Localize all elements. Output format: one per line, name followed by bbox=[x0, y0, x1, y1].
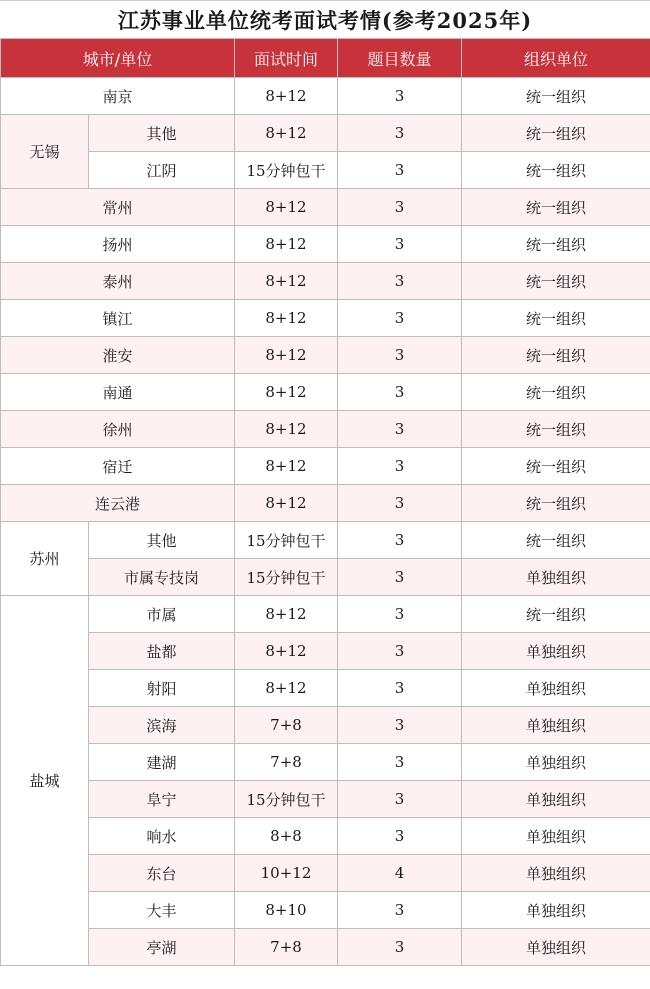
count-cell: 3 bbox=[338, 633, 462, 670]
city-cell: 常州 bbox=[1, 189, 235, 226]
exam-table bbox=[0, 38, 650, 966]
time-cell: 15分钟包干 bbox=[235, 781, 338, 818]
org-cell: 单独组织 bbox=[462, 707, 650, 744]
count-cell: 3 bbox=[338, 707, 462, 744]
time-cell: 8+12 bbox=[235, 189, 338, 226]
count-cell: 3 bbox=[338, 744, 462, 781]
time-cell: 8+12 bbox=[235, 633, 338, 670]
time-cell: 15分钟包干 bbox=[235, 522, 338, 559]
time-cell: 8+12 bbox=[235, 411, 338, 448]
org-cell: 单独组织 bbox=[462, 781, 650, 818]
count-cell: 3 bbox=[338, 522, 462, 559]
count-cell: 3 bbox=[338, 892, 462, 929]
table-row bbox=[1, 781, 650, 818]
unit-cell: 东台 bbox=[89, 855, 235, 892]
org-cell: 单独组织 bbox=[462, 929, 650, 966]
count-cell: 3 bbox=[338, 559, 462, 596]
city-cell: 镇江 bbox=[1, 300, 235, 337]
time-cell: 8+12 bbox=[235, 78, 338, 115]
city-cell: 泰州 bbox=[1, 263, 235, 300]
org-cell: 统一组织 bbox=[462, 522, 650, 559]
count-cell: 3 bbox=[338, 448, 462, 485]
time-cell: 8+12 bbox=[235, 300, 338, 337]
table-row bbox=[1, 337, 650, 374]
org-cell: 统一组织 bbox=[462, 411, 650, 448]
unit-cell: 射阳 bbox=[89, 670, 235, 707]
time-cell: 8+12 bbox=[235, 226, 338, 263]
count-cell: 3 bbox=[338, 411, 462, 448]
count-cell: 3 bbox=[338, 596, 462, 633]
city-cell: 宿迁 bbox=[1, 448, 235, 485]
count-cell: 3 bbox=[338, 337, 462, 374]
unit-cell: 响水 bbox=[89, 818, 235, 855]
count-cell: 3 bbox=[338, 818, 462, 855]
unit-cell: 盐都 bbox=[89, 633, 235, 670]
org-cell: 统一组织 bbox=[462, 448, 650, 485]
count-cell: 3 bbox=[338, 485, 462, 522]
org-cell: 单独组织 bbox=[462, 559, 650, 596]
time-cell: 8+12 bbox=[235, 596, 338, 633]
table-row bbox=[1, 263, 650, 300]
count-cell: 3 bbox=[338, 152, 462, 189]
table-row bbox=[1, 411, 650, 448]
table-row bbox=[1, 892, 650, 929]
count-cell: 3 bbox=[338, 929, 462, 966]
group-cell-wuxi: 无锡 bbox=[1, 115, 89, 189]
time-cell: 8+12 bbox=[235, 485, 338, 522]
time-cell: 8+12 bbox=[235, 263, 338, 300]
time-cell: 15分钟包干 bbox=[235, 152, 338, 189]
org-cell: 单独组织 bbox=[462, 633, 650, 670]
header-city: 城市/单位 bbox=[1, 39, 235, 78]
city-cell: 连云港 bbox=[1, 485, 235, 522]
count-cell: 3 bbox=[338, 374, 462, 411]
org-cell: 统一组织 bbox=[462, 300, 650, 337]
table-row bbox=[1, 633, 650, 670]
table-row bbox=[1, 929, 650, 966]
time-cell: 7+8 bbox=[235, 929, 338, 966]
time-cell: 8+12 bbox=[235, 337, 338, 374]
unit-cell: 江阴 bbox=[89, 152, 235, 189]
unit-cell: 阜宁 bbox=[89, 781, 235, 818]
org-cell: 单独组织 bbox=[462, 744, 650, 781]
count-cell: 3 bbox=[338, 263, 462, 300]
time-cell: 7+8 bbox=[235, 744, 338, 781]
unit-cell: 亭湖 bbox=[89, 929, 235, 966]
org-cell: 统一组织 bbox=[462, 374, 650, 411]
group-cell-suzhou: 苏州 bbox=[1, 522, 89, 596]
org-cell: 统一组织 bbox=[462, 337, 650, 374]
table-row bbox=[1, 670, 650, 707]
time-cell: 15分钟包干 bbox=[235, 559, 338, 596]
time-cell: 8+12 bbox=[235, 374, 338, 411]
count-cell: 3 bbox=[338, 781, 462, 818]
count-cell: 3 bbox=[338, 115, 462, 152]
org-cell: 统一组织 bbox=[462, 115, 650, 152]
table-row bbox=[1, 189, 650, 226]
table-row bbox=[1, 226, 650, 263]
count-cell: 4 bbox=[338, 855, 462, 892]
org-cell: 统一组织 bbox=[462, 78, 650, 115]
table-row bbox=[1, 596, 650, 633]
city-cell: 南京 bbox=[1, 78, 235, 115]
org-cell: 统一组织 bbox=[462, 226, 650, 263]
header-count: 题目数量 bbox=[338, 39, 462, 78]
time-cell: 7+8 bbox=[235, 707, 338, 744]
org-cell: 统一组织 bbox=[462, 485, 650, 522]
count-cell: 3 bbox=[338, 300, 462, 337]
org-cell: 单独组织 bbox=[462, 670, 650, 707]
table-row bbox=[1, 559, 650, 596]
header-row bbox=[1, 39, 650, 78]
city-cell: 扬州 bbox=[1, 226, 235, 263]
table-row bbox=[1, 448, 650, 485]
table-row bbox=[1, 115, 650, 152]
org-cell: 统一组织 bbox=[462, 152, 650, 189]
city-cell: 南通 bbox=[1, 374, 235, 411]
table-row bbox=[1, 485, 650, 522]
table-row bbox=[1, 855, 650, 892]
org-cell: 单独组织 bbox=[462, 855, 650, 892]
unit-cell: 滨海 bbox=[89, 707, 235, 744]
unit-cell: 建湖 bbox=[89, 744, 235, 781]
page-title: 江苏事业单位统考面试考情(参考2025年) bbox=[0, 0, 650, 38]
table-row bbox=[1, 744, 650, 781]
header-time: 面试时间 bbox=[235, 39, 338, 78]
time-cell: 10+12 bbox=[235, 855, 338, 892]
table-row bbox=[1, 152, 650, 189]
table-row bbox=[1, 78, 650, 115]
header-org: 组织单位 bbox=[462, 39, 650, 78]
unit-cell: 市属 bbox=[89, 596, 235, 633]
time-cell: 8+10 bbox=[235, 892, 338, 929]
count-cell: 3 bbox=[338, 189, 462, 226]
time-cell: 8+12 bbox=[235, 448, 338, 485]
count-cell: 3 bbox=[338, 670, 462, 707]
unit-cell: 其他 bbox=[89, 115, 235, 152]
table-row bbox=[1, 522, 650, 559]
count-cell: 3 bbox=[338, 226, 462, 263]
count-cell: 3 bbox=[338, 78, 462, 115]
time-cell: 8+12 bbox=[235, 670, 338, 707]
org-cell: 统一组织 bbox=[462, 189, 650, 226]
time-cell: 8+8 bbox=[235, 818, 338, 855]
org-cell: 单独组织 bbox=[462, 818, 650, 855]
city-cell: 徐州 bbox=[1, 411, 235, 448]
time-cell: 8+12 bbox=[235, 115, 338, 152]
org-cell: 单独组织 bbox=[462, 892, 650, 929]
table-row bbox=[1, 300, 650, 337]
unit-cell: 其他 bbox=[89, 522, 235, 559]
group-cell-yancheng: 盐城 bbox=[1, 596, 89, 966]
unit-cell: 大丰 bbox=[89, 892, 235, 929]
table-row bbox=[1, 707, 650, 744]
org-cell: 统一组织 bbox=[462, 263, 650, 300]
org-cell: 统一组织 bbox=[462, 596, 650, 633]
table-row bbox=[1, 374, 650, 411]
unit-cell: 市属专技岗 bbox=[89, 559, 235, 596]
table-row bbox=[1, 818, 650, 855]
city-cell: 淮安 bbox=[1, 337, 235, 374]
